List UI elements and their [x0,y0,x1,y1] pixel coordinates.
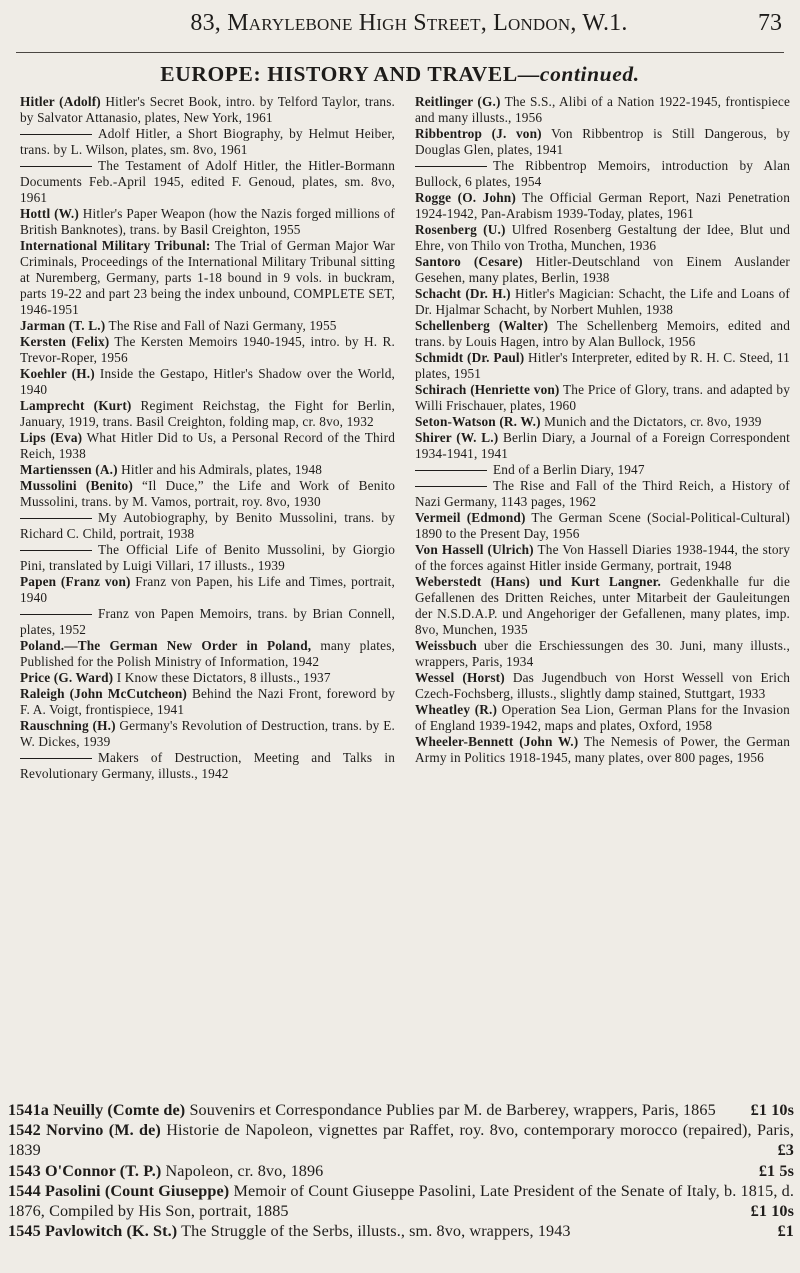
catalogue-entry [415,702,790,734]
entry-description: The Kersten Memoirs 1940-1945, intro. by H. R. Trevor-Roper, 1956 [20,334,395,365]
header-rule [16,52,784,53]
right-column [415,94,790,1094]
entry-description: The Official Life of Benito Mussolini, by Giorgio Pini, translated by Luigi Villari, 17 illusts., 1939 [20,542,395,573]
entry-author: Rogge (O. John) [415,190,516,205]
entry-author: Papen (Franz von) [20,574,131,589]
entry-description: uber die Erschiessungen des 30. Juni, many illusts., wrappers, Paris, 1934 [415,638,790,669]
lot-entry [8,1161,794,1181]
entry-description: The Rise and Fall of Nazi Germany, 1955 [105,318,337,333]
entry-author: Martienssen (A.) [20,462,118,477]
entry-author: Schirach (Henriette von) [415,382,560,397]
entry-author: Shirer (W. L.) [415,430,499,445]
lot-number: 1543 [8,1161,41,1180]
catalogue-entry [20,718,395,750]
entry-author: Weissbuch [415,638,477,653]
catalogue-entry [415,350,790,382]
entry-description: What Hitler Did to Us, a Personal Record of the Third Reich, 1938 [20,430,395,461]
entry-author: Schmidt (Dr. Paul) [415,350,525,365]
catalogue-entry [20,542,395,574]
numbered-lots [8,1100,794,1241]
entry-description: The Von Hassell Diaries 1938-1944, the story of the forces against Hitler inside Germany, portrait, 1948 [415,542,790,573]
entry-author: Raleigh (John McCutcheon) [20,686,188,701]
lot-number: 1542 [8,1121,41,1140]
lot-description: Historie de Napoleon, vignettes par Raffet, roy. 8vo, contemporary morocco (repaired), Paris, 1839 [8,1121,794,1160]
catalogue-entry [415,510,790,542]
lot-entry [8,1120,794,1160]
page-header [60,10,782,38]
entry-description: The Price of Glory, trans. and adapted by Willi Frischauer, plates, 1960 [415,382,790,413]
lot-description: The Struggle of the Serbs, illusts., sm. 8vo, wrappers, 1943 [177,1222,571,1241]
entry-description: Germany's Revolution of Destruction, trans. by E. W. Dickes, 1939 [20,718,395,749]
catalogue-entry [415,670,790,702]
entry-author: Hottl (W.) [20,206,79,221]
catalogue-entry [20,238,395,318]
catalogue-entry [415,574,790,638]
catalogue-entry [415,430,790,462]
lot-price: £1 10s [750,1101,794,1119]
entry-author: Schacht (Dr. H.) [415,286,511,301]
catalogue-entry [20,478,395,510]
lot-number: 1544 [8,1181,41,1200]
catalogue-entry [20,318,395,334]
entry-description: The S.S., Alibi of a Nation 1922-1945, frontispiece and many illusts., 1956 [415,94,790,125]
entry-author: Price (G. Ward) [20,670,114,685]
lot-entry [8,1181,794,1221]
lot-author: Pavlowitch (K. St.) [44,1222,178,1241]
entry-description: My Autobiography, by Benito Mussolini, trans. by Richard C. Child, portrait, 1938 [20,510,395,541]
entry-description: Von Ribbentrop is Still Dangerous, by Douglas Glen, plates, 1941 [415,126,790,157]
catalogue-entry [20,686,395,718]
entry-author: Vermeil (Edmond) [415,510,526,525]
entry-author: Rosenberg (U.) [415,222,506,237]
catalogue-entry [20,750,395,782]
entry-author: Santoro (Cesare) [415,254,523,269]
entry-author: Hitler (Adolf) [20,94,101,109]
entry-author: Mussolini (Benito) [20,478,133,493]
lot-author: O'Connor (T. P.) [44,1161,162,1180]
lot-entry [8,1100,794,1120]
entry-description: The Ribbentrop Memoirs, introduction by Alan Bullock, 6 plates, 1954 [415,158,790,189]
catalogue-entry [20,366,395,398]
entry-author: Kersten (Felix) [20,334,110,349]
entry-description: “Il Duce,” the Life and Work of Benito Mussolini, trans. by M. Vamos, portrait, roy. 8vo, 1930 [20,478,395,509]
catalogue-entry [415,462,790,478]
entry-description: Ulfred Rosenberg Gestaltung der Idee, Blut und Ehre, von Thilo von Trotha, Munchen, 1936 [415,222,791,253]
catalogue-entry [20,126,395,158]
catalogue-entry [20,670,395,686]
catalogue-entry [20,206,395,238]
lot-price: £1 [777,1222,794,1241]
catalogue-columns [20,94,790,1094]
entry-author: Seton-Watson (R. W.) [415,414,541,429]
catalogue-entry [20,510,395,542]
catalogue-entry [415,414,790,430]
entry-description: Gedenkhalle fur die Gefallenen des Dritten Reiches, unter Mitarbeit der Gauleitungen der N.S.D.A.P. und Angehoriger der Gefallenen, many plates, imp. 8vo, Munchen, 1935 [415,574,790,637]
entry-description: Franz von Papen Memoirs, trans. by Brian Connell, plates, 1952 [20,606,395,637]
entry-author: Lamprecht (Kurt) [20,398,132,413]
entry-author: Schellenberg (Walter) [415,318,549,333]
entry-description: Hitler's Paper Weapon (how the Nazis forged millions of British Banknotes), trans. by Basil Creighton, 1955 [20,206,395,237]
entry-author: Jarman (T. L.) [20,318,106,333]
entry-description: Adolf Hitler, a Short Biography, by Helmut Heiber, trans. by L. Wilson, plates, sm. 8vo, 1961 [20,126,395,157]
lot-price: £1 10s [750,1202,794,1221]
catalogue-entry [20,606,395,638]
lot-author: Neuilly (Comte de) [53,1101,186,1119]
lot-price: £3 [777,1141,794,1160]
entry-author: Lips (Eva) [20,430,83,445]
catalogue-entry [415,638,790,670]
catalogue-entry [415,318,790,350]
entry-description: Hitler's Secret Book, intro. by Telford Taylor, trans. by Salvator Attanasio, plates, New York, 1961 [20,94,395,125]
catalogue-entry [20,94,395,126]
catalogue-entry [415,126,790,158]
entry-description: The German Scene (Social-Political-Cultural) 1890 to the Present Day, 1956 [415,510,790,541]
entry-author: International Military Tribunal: [20,238,211,253]
header-address: 83, Marylebone High Street, London, W.1. [190,10,628,36]
entry-description: Munich and the Dictators, cr. 8vo, 1939 [540,414,762,429]
entry-description: I Know these Dictators, 8 illusts., 1937 [113,670,331,685]
catalogue-entry [415,286,790,318]
section-title-suffix: —continued. [517,62,640,86]
entry-author: Reitlinger (G.) [415,94,501,109]
entry-description: Makers of Destruction, Meeting and Talks in Revolutionary Germany, illusts., 1942 [20,750,395,781]
entry-description: The Testament of Adolf Hitler, the Hitler-Bormann Documents Feb.-April 1945, edited F. Genoud, plates, sm. 8vo, 1961 [20,158,395,205]
entry-description: The Rise and Fall of the Third Reich, a History of Nazi Germany, 1143 pages, 1962 [415,478,790,509]
catalogue-entry [415,190,790,222]
catalogue-entry [415,382,790,414]
lot-description: Memoir of Count Giuseppe Pasolini, Late President of the Senate of Italy, b. 1815, d. 1876, Compiled by His Son, portrait, 1885 [8,1181,794,1221]
lot-description: Souvenirs et Correspondance Publies par M. de Barberey, wrappers, Paris, 1865 [185,1101,716,1119]
lot-author: Norvino (M. de) [46,1121,161,1140]
entry-description: many plates, Published for the Polish Ministry of Information, 1942 [20,638,396,669]
lot-author: Pasolini (Count Giuseppe) [44,1181,230,1200]
entry-description: The Trial of German Major War Criminals, Proceedings of the International Military Tribunal sitting at Nuremberg, Germany, parts 1-18 bound in 9 vols. in buckram, parts 19-22 and part 23 being the index unbound, COMPLETE SET, 1946-1951 [20,238,395,317]
entry-description: Regiment Reichstag, the Fight for Berlin, January, 1919, trans. Basil Creighton, folding map, cr. 8vo, 1932 [20,398,395,429]
lot-number: 1545 [8,1222,41,1241]
entry-description: The Schellenberg Memoirs, edited and trans. by Louis Hagen, intro by Alan Bullock, 1956 [415,318,790,349]
catalogue-entry [415,94,790,126]
entry-author: Poland.—The German New Order in Poland, [20,638,312,653]
catalogue-entry [415,542,790,574]
section-title [0,62,800,87]
entry-description: Behind the Nazi Front, foreword by F. A. Voigt, frontispiece, 1941 [20,686,396,717]
entry-author: Wheatley (R.) [415,702,498,717]
entry-description: Berlin Diary, a Journal of a Foreign Correspondent 1934-1941, 1941 [415,430,790,461]
catalogue-entry [20,158,395,206]
entry-author: Weberstedt (Hans) und Kurt Langner. [415,574,661,589]
lot-description: Napoleon, cr. 8vo, 1896 [161,1161,324,1180]
catalogue-entry [20,462,395,478]
entry-author: Koehler (H.) [20,366,95,381]
entry-author: Von Hassell (Ulrich) [415,542,534,557]
entry-description: The Nemesis of Power, the German Army in Politics 1918-1945, many plates, over 800 pages, 1956 [415,734,790,765]
catalogue-entry [415,222,790,254]
catalogue-entry [20,334,395,366]
entry-author: Wessel (Horst) [415,670,505,685]
entry-description: Operation Sea Lion, German Plans for the Invasion of England 1939-1942, maps and plates, Oxford, 1958 [415,702,790,733]
catalogue-entry [415,254,790,286]
entry-description: The Official German Report, Nazi Penetration 1924-1942, Pan-Arabism 1939-Today, plates, 1961 [415,190,790,221]
page-number: 73 [758,10,782,36]
entry-description: End of a Berlin Diary, 1947 [493,462,645,477]
entry-description: Das Jugendbuch von Horst Wessell von Erich Czech-Fochsberg, illusts., slightly damp stained, Stuttgart, 1933 [415,670,790,701]
entry-author: Ribbentrop (J. von) [415,126,542,141]
entry-description: Inside the Gestapo, Hitler's Shadow over the World, 1940 [20,366,395,397]
catalogue-entry [20,430,395,462]
entry-description: Franz von Papen, his Life and Times, portrait, 1940 [20,574,395,605]
lot-entry [8,1221,794,1241]
catalogue-entry [20,638,395,670]
catalogue-entry [20,574,395,606]
catalogue-entry [415,478,790,510]
left-column [20,94,395,1094]
entry-author: Wheeler-Bennett (John W.) [415,734,579,749]
section-title-main: EUROPE: HISTORY AND TRAVEL [160,62,518,86]
entry-description: Hitler's Magician: Schacht, the Life and Loans of Dr. Hjalmar Schacht, by Norbert Muhlen, 1938 [415,286,790,317]
lot-number: 1541a [8,1101,49,1119]
entry-description: Hitler and his Admirals, plates, 1948 [117,462,323,477]
catalogue-entry [415,158,790,190]
catalogue-entry [415,734,790,766]
catalogue-entry [20,398,395,430]
entry-description: Hitler-Deutschland von Einem Auslander Gesehen, many plates, Berlin, 1938 [415,254,790,285]
lot-price: £1 5s [758,1161,794,1180]
entry-author: Rauschning (H.) [20,718,116,733]
entry-description: Hitler's Interpreter, edited by R. H. C. Steed, 11 plates, 1951 [415,350,790,381]
